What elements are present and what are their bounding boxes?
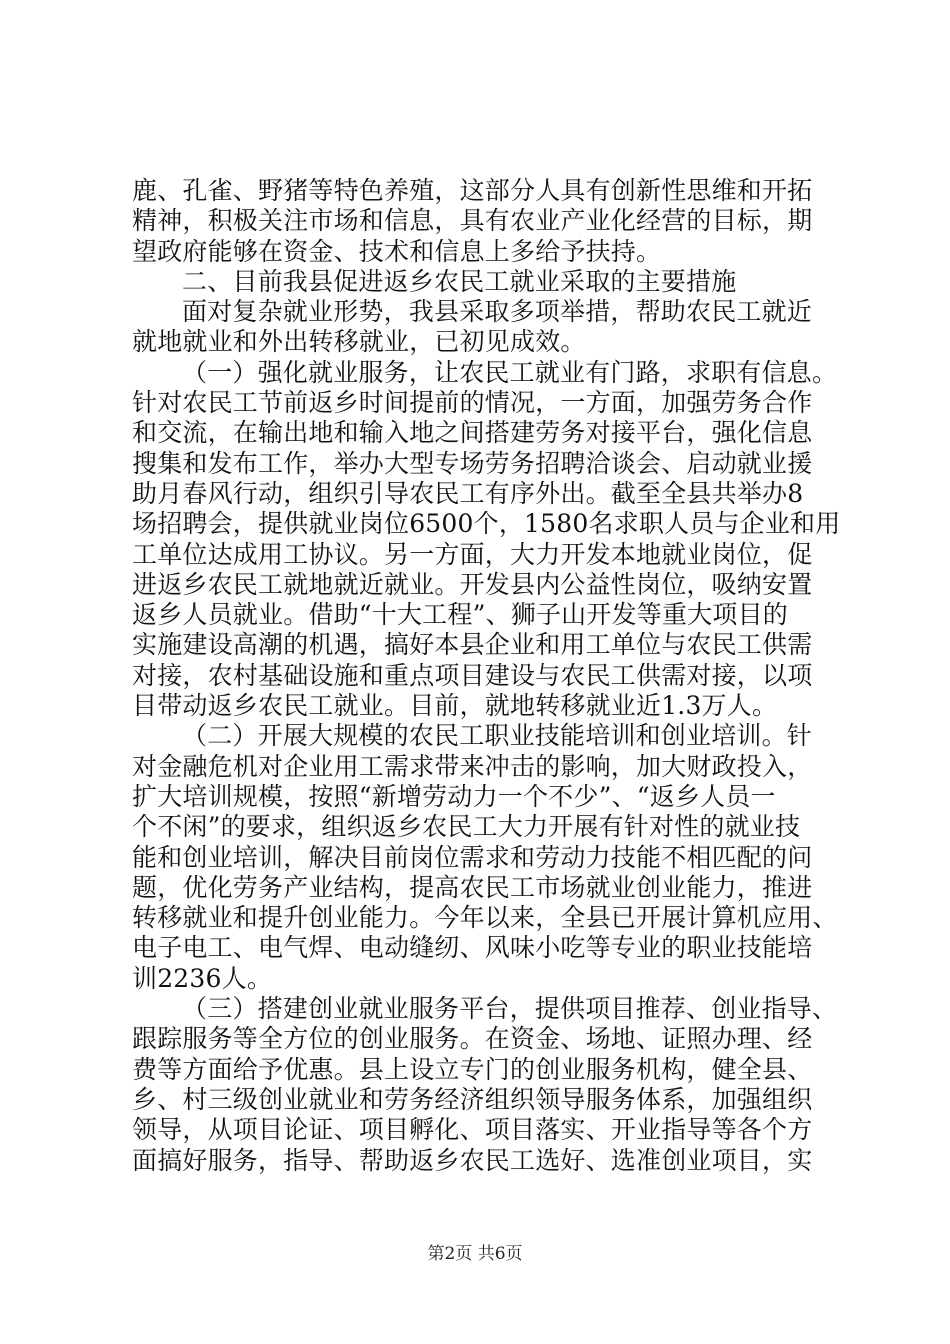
text-line: 对接，农村基础设施和重点项目建设与农民工供需对接，以项 (132, 660, 813, 690)
text-line: 领导，从项目论证、项目孵化、项目落实、开业指导等各个方 (132, 1115, 813, 1145)
text-line: 精神，积极关注市场和信息，具有农业产业化经营的目标，期 (132, 206, 813, 236)
text-line: 针对农民工节前返乡时间提前的情况，一方面，加强劳务合作 (132, 388, 813, 418)
text-line: 鹿、孔雀、野猪等特色养殖，这部分人具有创新性思维和开拓 (132, 176, 813, 205)
paragraph-first-line: 面对复杂就业形势，我县采取多项举措，帮助农民工就近 (182, 297, 813, 327)
text-line: 工单位达成用工协议。另一方面，大力开发本地就业岗位，促 (132, 539, 813, 569)
text-line: 就地就业和外出转移就业，已初见成效。 (132, 327, 586, 357)
text-line: 和交流，在输出地和输入地之间搭建劳务对接平台，强化信息 (132, 418, 813, 448)
text-line: 面搞好服务，指导、帮助返乡农民工选好、选准创业项目，实 (132, 1145, 813, 1175)
text-line: 题，优化劳务产业结构，提高农民工市场就业创业能力，推进 (132, 872, 813, 902)
page-number-footer: 第2页 共6页 (427, 1244, 523, 1264)
text-line: 望政府能够在资金、技术和信息上多给予扶持。 (132, 236, 662, 266)
text-line: 能和创业培训，解决目前岗位需求和劳动力技能不相匹配的问 (132, 842, 813, 872)
text-line: 费等方面给予优惠。县上设立专门的创业服务机构，健全县、 (132, 1054, 813, 1084)
subsection-heading: （二）开展大规模的农民工职业技能培训和创业培训。针 (182, 721, 813, 751)
subsection-heading: （三）搭建创业就业服务平台，提供项目推荐、创业指导、 (182, 994, 838, 1024)
text-line: 进返乡农民工就地就近就业。开发县内公益性岗位，吸纳安置 (132, 569, 813, 599)
text-line: 实施建设高潮的机遇，搞好本县企业和用工单位与农民工供需 (132, 630, 813, 660)
text-line: 电子电工、电气焊、电动缝纫、风味小吃等专业的职业技能培 (132, 933, 813, 963)
section-heading: 二、目前我县促进返乡农民工就业采取的主要措施 (182, 266, 737, 296)
document-body (132, 176, 841, 1176)
text-line: 对金融危机对企业用工需求带来冲击的影响，加大财政投入， (132, 751, 813, 781)
text-line: 场招聘会，提供就业岗位6500个，1580名求职人员与企业和用 (132, 509, 841, 539)
subsection-heading: （一）强化就业服务，让农民工就业有门路，求职有信息。 (182, 357, 838, 387)
text-line: 训2236人。 (132, 963, 273, 993)
text-line: 搜集和发布工作，举办大型专场劳务招聘洽谈会、启动就业援 (132, 448, 813, 478)
text-line: 个不闲”的要求，组织返乡农民工大力开展有针对性的就业技 (132, 812, 801, 842)
text-line: 乡、村三级创业就业和劳务经济组织领导服务体系，加强组织 (132, 1084, 813, 1114)
text-line: 扩大培训规模，按照“新增劳动力一个不少”、“返乡人员一 (132, 781, 776, 811)
text-line: 跟踪服务等全方位的创业服务。在资金、场地、证照办理、经 (132, 1024, 813, 1054)
text-line: 助月春风行动，组织引导农民工有序外出。截至全县共举办8 (132, 478, 804, 508)
text-line: 返乡人员就业。借助“十大工程”、狮子山开发等重大项目的 (132, 600, 788, 630)
text-line: 转移就业和提升创业能力。今年以来，全县已开展计算机应用、 (132, 903, 838, 933)
text-line: 目带动返乡农民工就业。目前，就地转移就业近1.3万人。 (132, 691, 778, 721)
